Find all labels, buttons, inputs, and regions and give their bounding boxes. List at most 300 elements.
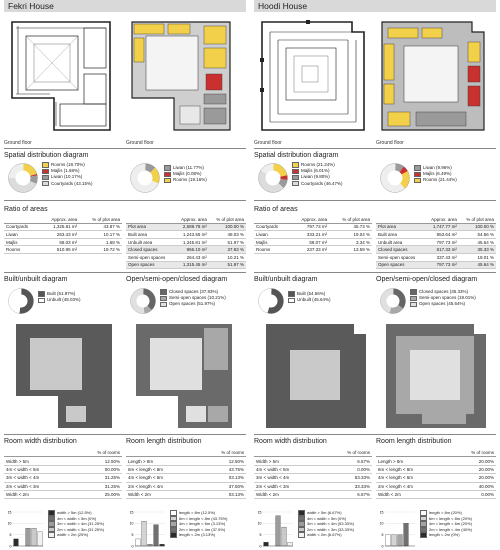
legend-swatch [164,172,171,178]
bar [154,525,159,546]
table-row [126,474,246,482]
table-row [376,465,496,473]
legend-swatch [160,296,167,302]
table-cell: 237.33 m² [289,246,329,254]
table-cell: 10.21 % [209,253,246,261]
legend-label: Liwan (11.77%) [173,165,204,170]
table-row [254,246,372,254]
section-title: Room width distribution [254,438,327,445]
table-cell: Width < 2m [126,490,197,498]
table-row [4,223,122,231]
length-bar-chart [126,508,166,548]
divider [254,148,496,149]
bar [386,535,391,546]
table-row [126,223,246,231]
bar [392,535,397,546]
legend-item [48,532,104,538]
table-cell: Length > 8m [376,457,447,465]
legend-swatch [420,532,427,538]
bar [404,523,409,546]
fekri-column [4,0,246,550]
tick-label: 5 [259,532,262,537]
legend-swatch [38,298,45,304]
spatial-legend-a [42,162,93,187]
tick-label: 10 [379,521,384,526]
legend-label: Liwan (9.80%) [301,174,330,180]
table-cell: 333.21 m² [289,231,329,239]
table-cell: 20.00% [447,457,496,465]
legend-swatch [160,289,167,295]
legend-label: Open spaces (45.64%) [419,301,466,307]
table-cell: Majlis [4,238,39,246]
open-legend [160,289,226,308]
spatial-donut-b [130,163,160,193]
width-bar-chart [254,508,294,548]
table-header [126,449,246,457]
table-cell: Liwan [4,231,39,239]
legend-label: Courtyards (46.47%) [301,180,343,186]
table-cell: 45.64 % [459,261,496,269]
table-cell: 1.68 % [79,238,122,246]
bar [142,521,147,546]
tick-label: 5 [381,532,384,537]
legend-label: length < 2m (3.13%) [179,532,216,538]
fekri-plan-colored [126,18,238,136]
length-bar-legend [420,510,472,538]
table-cell: Courtyards [254,223,289,231]
legend-label: Majlis (6.01%) [301,168,330,174]
built-donut [258,288,284,314]
legend-label: Built (54.56%) [297,291,326,296]
legend-label: 4m < length < 6m (20%) [429,521,472,527]
table-cell: Approx. area [424,216,459,223]
table-cell: % of plot area [79,216,122,223]
legend-swatch [170,532,177,538]
table-cell: 37.50% [197,482,246,490]
section-title: Ratio of areas [254,206,298,213]
legend-swatch [164,178,171,184]
table-cell [376,216,424,223]
table-cell: 43.75% [197,465,246,473]
section-title: Built/unbuilt diagram [254,276,318,283]
table-cell: % of plot area [329,216,372,223]
legend-swatch [414,165,421,171]
table-cell [4,216,39,223]
legend-label: Built (51.97%) [47,291,76,296]
bar [32,528,37,546]
fekri-plan-outline [6,18,118,136]
table-row [254,490,372,498]
table-cell: Built area [376,231,424,239]
legend-label: 4m < width < 5m (0%) [57,515,97,521]
legend-swatch [42,181,49,187]
ratio-table-a [254,216,372,254]
legend-label: 2m < length < 4m (40%) [429,526,472,532]
legend-item [414,177,457,183]
spatial-donut-b [380,163,410,193]
table-cell: Approx. area [289,216,329,223]
table-cell: Width < 2m [254,490,323,498]
table-header [4,449,122,457]
legend-label: 3m < width < 4m (31.25%) [57,521,104,527]
table-row [4,231,122,239]
table-cell: Courtyards [4,223,39,231]
open-donut [380,288,406,314]
table-cell: 53.33% [323,474,372,482]
ground-floor-label: Ground floor [4,140,32,146]
bar [160,544,165,546]
table-cell: 3.34 % [329,238,372,246]
table-row [126,490,246,498]
legend-label: Semi-open spaces (19.01%) [419,295,476,301]
table-cell: 54.56 % [459,231,496,239]
legend-swatch [292,162,299,168]
spatial-legend-b [414,165,457,184]
table-row [126,465,246,473]
legend-swatch [288,298,295,304]
ground-floor-label: Ground floor [376,140,404,146]
legend-label: width < 2m (6.67%) [307,532,342,538]
table-cell: Semi-open spaces [126,253,174,261]
table-cell [254,449,323,457]
hoodi-plan-colored [376,18,492,136]
legend-swatch [42,175,49,181]
section-title: Built/unbuilt diagram [4,276,68,283]
table-cell: 4m < length < 6m [376,474,447,482]
table-cell: 58.03 m² [39,238,79,246]
table-cell: 1,345.81 m² [174,238,209,246]
table-cell: Closed spaces [376,246,424,254]
table-cell: 35.33 % [459,246,496,254]
section-title: Open/semi-open/closed diagram [376,276,478,283]
table-cell: 4m < width < 5m [254,465,323,473]
table-cell: 797.73 m² [424,238,459,246]
tick-label: 15 [379,510,384,515]
built-legend [288,291,331,303]
table-row [254,465,372,473]
table-cell: 2m < length < 4m [126,482,197,490]
tick-label: 15 [7,510,12,515]
table-cell [376,449,447,457]
legend-label: Liwan (9.96%) [423,165,452,170]
table-cell: 3m < width < 4m [4,474,73,482]
open-donut [130,288,156,314]
table-row [254,223,372,231]
legend-label: Majlis (0.08%) [173,171,202,177]
table-row [254,482,372,490]
table-row [254,238,372,246]
table-cell: Unbuilt area [376,238,424,246]
table-row [376,231,496,239]
length-table [126,449,246,499]
bar [148,544,153,546]
legend-label: 2m < width < 3m (31.25%) [57,526,104,532]
table-row [126,457,246,465]
table-cell: 2,589.78 m² [174,223,209,231]
legend-item [410,301,476,307]
table-cell: 797.73 m² [289,223,329,231]
hoodi-column [254,0,496,550]
legend-label: 6m < length < 8m (43.75%) [179,515,228,521]
legend-label: Majlis (1.68%) [51,168,80,174]
table-header [4,216,122,223]
table-cell: 51.97 % [209,238,246,246]
table-cell: 37.83 % [209,246,246,254]
table-cell: 100.00 % [209,223,246,231]
legend-label: Closed spaces (35.33%) [419,289,469,294]
table-row [376,238,496,246]
table-row [254,457,372,465]
table-row [376,457,496,465]
hoodi-built-plan [262,322,372,430]
tick-label: 15 [257,510,262,515]
spatial-legend-a [292,162,343,187]
table-header [126,216,246,223]
table-cell: 48.03 % [209,231,246,239]
tick-label: 10 [257,521,262,526]
ground-floor-label: Ground floor [254,140,282,146]
table-cell: Width > 5m [4,457,73,465]
tick-label: 0 [131,544,134,549]
table-cell: Width < 2m [376,490,447,498]
table-row [376,246,496,254]
tick-label: 10 [129,521,134,526]
width-table [254,449,372,499]
table-cell: 6.67% [323,457,372,465]
spatial-donut-a [258,163,288,193]
legend-label: Majlis (6.49%) [423,171,452,177]
legend-swatch [164,165,171,171]
table-cell: % of plot area [459,216,496,223]
legend-label: width > 5m (12.5%) [57,510,92,515]
divider [254,200,496,201]
legend-item [42,181,93,187]
table-cell: 19.04 % [329,231,372,239]
table-cell: % of rooms [447,449,496,457]
table-cell: 03.13% [197,474,246,482]
table-row [126,231,246,239]
table-cell: 12.50% [197,457,246,465]
table-cell: Plot area [126,223,174,231]
table-row [376,490,496,498]
divider [254,272,496,273]
table-header [254,216,372,223]
legend-label: 3m < width < 4m (53.33%) [307,521,354,527]
legend-swatch [48,532,55,538]
table-cell: 2m < width < 3m [4,482,73,490]
legend-label: Rooms (21.44%) [423,177,457,183]
legend-swatch [38,291,45,297]
table-cell: 0.00% [447,490,496,498]
hoodi-open-plan [382,322,492,430]
table-row [376,261,496,269]
legend-item [288,297,331,303]
table-cell: 19.72 % [79,246,122,254]
table-row [126,253,246,261]
table-cell: 12.50% [73,457,122,465]
tick-label: 5 [131,532,134,537]
legend-swatch [410,289,417,295]
legend-swatch [410,296,417,302]
table-cell: 6m < length < 8m [376,465,447,473]
table-cell: 58.07 m² [289,238,329,246]
table-header [376,449,496,457]
table-row [126,482,246,490]
legend-swatch [160,302,167,308]
table-cell: 2m < length < 4m [376,482,447,490]
legend-item [164,177,207,183]
house-title: Hoodi House [254,0,496,12]
table-cell [126,216,174,223]
table-cell: Length > 8m [126,457,197,465]
legend-label: Rooms (19.16%) [173,177,207,183]
bar [26,528,31,546]
open-legend [410,289,476,308]
table-row [254,231,372,239]
table-cell: 617.33 m² [424,246,459,254]
fekri-open-plan [132,322,238,430]
table-header [376,216,496,223]
legend-swatch [414,178,421,184]
table-cell: 10.17 % [79,231,122,239]
table-cell: 31.25% [73,474,122,482]
table-cell: Plot area [376,223,424,231]
legend-swatch [410,302,417,308]
legend-label: Liwan (10.17%) [51,174,83,180]
width-bar-legend [298,510,354,538]
bar [14,539,19,546]
section-title: Room length distribution [126,438,202,445]
legend-swatch [42,162,49,168]
bar [264,542,269,546]
table-cell: % of plot area [209,216,246,223]
legend-label: 2m < length < 4m (37.5%) [179,526,226,532]
table-row [4,490,122,498]
legend-swatch [292,181,299,187]
legend-label: Open spaces (51.97%) [169,301,216,307]
legend-label: length < 2m (0%) [429,532,460,538]
table-row [4,474,122,482]
legend-swatch [288,291,295,297]
legend-swatch [292,169,299,175]
table-cell: 45.73 % [329,223,372,231]
spatial-legend-b [164,165,207,184]
bar [136,539,141,546]
table-cell: 25.00% [73,490,122,498]
table-cell: Open spaces [126,261,174,269]
table-cell: Approx. area [39,216,79,223]
section-title: Open/semi-open/closed diagram [126,276,228,283]
table-cell: 953.64 m² [424,231,459,239]
table-cell: 1,243.55 m² [174,231,209,239]
legend-label: Unbuilt (48.03%) [47,297,81,303]
tick-label: 0 [381,544,384,549]
table-cell: 1,325.81 m² [39,223,79,231]
section-title: Spatial distribution diagram [4,152,89,159]
spatial-donut-a [8,163,38,193]
table-cell: 33.33% [323,482,372,490]
table-cell: Rooms [254,246,289,254]
legend-label: 4m < width < 5m (0%) [307,515,347,521]
legend-swatch [298,532,305,538]
table-cell: 51.97 % [209,261,246,269]
table-row [126,238,246,246]
bar [282,527,287,546]
legend-label: width < 2m (25%) [57,532,89,538]
length-bar-chart [376,508,416,548]
table-cell: 1,747.77 m² [424,223,459,231]
table-cell: 13.59 % [329,246,372,254]
legend-label: 2m < width < 3m (33.33%) [307,526,354,532]
tick-label: 0 [259,544,262,549]
table-cell: 19.01 % [459,253,496,261]
legend-item [298,532,354,538]
section-title: Room length distribution [376,438,452,445]
legend-label: width > 5m (6.67%) [307,510,342,515]
divider [4,148,246,149]
table-header [254,449,372,457]
table-row [376,253,496,261]
built-donut [8,288,34,314]
ratio-table-b [376,216,496,269]
table-cell: 100.00 % [459,223,496,231]
legend-label: Semi-open spaces (10.21%) [169,295,226,301]
table-cell: 4m < width < 5m [4,465,73,473]
divider [4,272,246,273]
divider [254,434,496,435]
table-cell: % of rooms [73,449,122,457]
legend-label: length > 8m (12.5%) [179,510,216,515]
table-row [4,465,122,473]
table-cell: Built area [126,231,174,239]
tick-label: 0 [9,544,12,549]
legend-item [38,297,81,303]
table-cell: 00.00% [73,465,122,473]
legend-label: 6m < length < 8m (20%) [429,515,472,521]
legend-label: 4m < length < 6m (3.13%) [179,521,226,527]
table-cell: Semi-open spaces [376,253,424,261]
table-cell: 3m < width < 4m [254,474,323,482]
table-cell [126,449,197,457]
legend-label: Rooms (21.24%) [301,162,335,167]
table-cell [254,216,289,223]
table-cell: Approx. area [174,216,209,223]
table-row [126,246,246,254]
table-cell: Open spaces [376,261,424,269]
table-row [4,457,122,465]
width-bar-legend [48,510,104,538]
table-cell: Width < 2m [4,490,73,498]
table-cell: Closed spaces [126,246,174,254]
bar [288,542,293,546]
legend-label: Closed spaces (37.83%) [169,289,219,294]
table-cell: Width > 5m [254,457,323,465]
ratio-table-a [4,216,122,254]
table-cell: 31.25% [73,482,122,490]
table-cell: Liwan [254,231,289,239]
table-cell: 264.43 m² [174,253,209,261]
table-row [4,246,122,254]
house-title: Fekri House [4,0,246,12]
table-cell: Unbuilt area [126,238,174,246]
legend-swatch [42,169,49,175]
length-bar-legend [170,510,227,538]
table-cell: 43.87 % [79,223,122,231]
legend-swatch [414,172,421,178]
table-row [376,223,496,231]
built-legend [38,291,81,303]
legend-item [420,532,472,538]
